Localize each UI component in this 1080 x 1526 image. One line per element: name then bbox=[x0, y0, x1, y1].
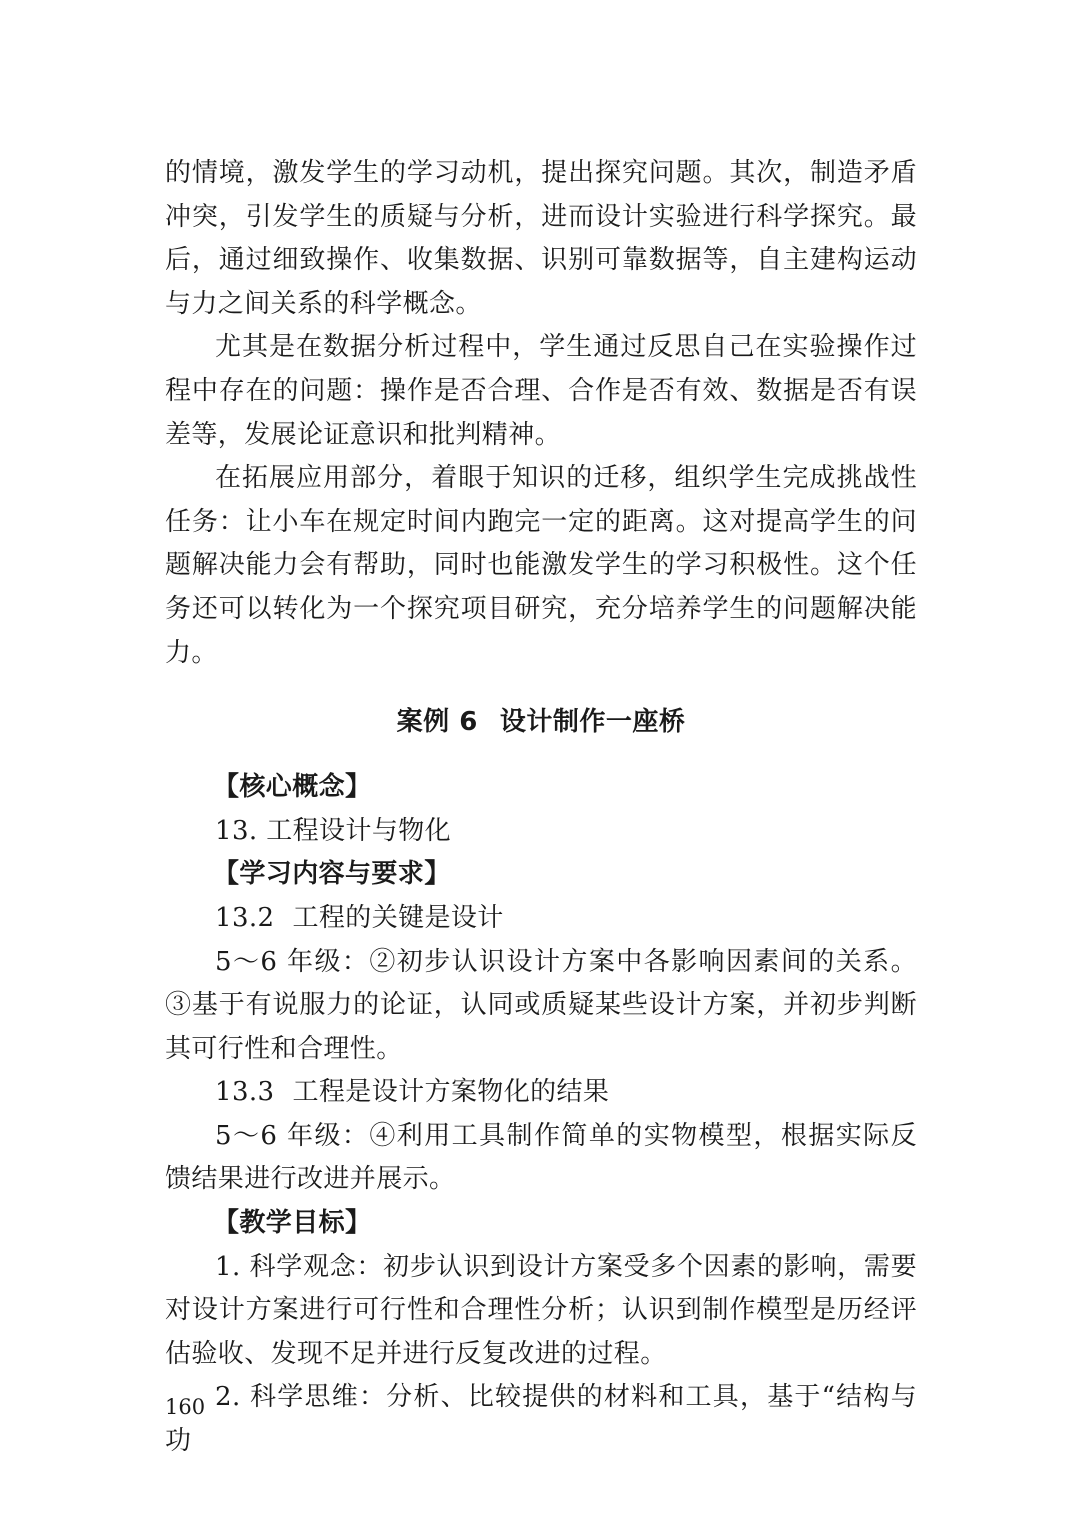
learning-item-13-3 bbox=[165, 1071, 917, 1115]
case-name: 设计制作一座桥 bbox=[499, 707, 686, 738]
learning-item-13-3-text: 工程是设计方案物化的结果 bbox=[292, 1077, 610, 1108]
objective-item-2: 2. 科学思维：分析、比较提供的材料和工具，基于“结构与功 bbox=[165, 1382, 917, 1457]
learning-item-13-3-grade: 5～6 年级：④利用工具制作简单的实物模型，根据实际反馈结果进行改进并展示。 bbox=[165, 1120, 917, 1195]
objectives-heading: 【教学目标】 bbox=[213, 1208, 372, 1239]
learning-item-13-2 bbox=[165, 897, 917, 941]
learning-item-13-2-text: 工程的关键是设计 bbox=[292, 902, 504, 933]
learning-item-13-3-code: 13.3 bbox=[215, 1077, 275, 1108]
page-number: 160 bbox=[165, 1395, 206, 1419]
case-title bbox=[165, 702, 917, 742]
case-number: 案例 6 bbox=[396, 707, 478, 738]
page-body bbox=[165, 152, 917, 1464]
learning-content-heading: 【学习内容与要求】 bbox=[213, 859, 451, 890]
paragraph-continuation: 的情境，激发学生的学习动机，提出探究问题。其次，制造矛盾冲突，引发学生的质疑与分析，进而设计实验进行科学探究。最后，通过细致操作、收集数据、识别可靠数据等，自主建构运动与力之间关系的科学概念。 bbox=[165, 158, 917, 319]
learning-item-13-2-grade: 5～6 年级：②初步认识设计方案中各影响因素间的关系。③基于有说服力的论证，认同或质疑某些设计方案，并初步判断其可行性和合理性。 bbox=[165, 946, 917, 1064]
objective-item-1: 1. 科学观念：初步认识到设计方案受多个因素的影响，需要对设计方案进行可行性和合理性分析；认识到制作模型是历经评估验收、发现不足并进行反复改进的过程。 bbox=[165, 1251, 917, 1369]
paragraph-data-analysis: 尤其是在数据分析过程中，学生通过反思自己在实验操作过程中存在的问题：操作是否合理、合作是否有效、数据是否有误差等，发展论证意识和批判精神。 bbox=[165, 332, 917, 450]
core-concept-item: 13. 工程设计与物化 bbox=[215, 815, 452, 846]
paragraph-extension: 在拓展应用部分，着眼于知识的迁移，组织学生完成挑战性任务：让小车在规定时间内跑完一定的距离。这对提高学生的问题解决能力会有帮助，同时也能激发学生的学习积极性。这个任务还可以转化为一个探究项目研究，充分培养学生的问题解决能力。 bbox=[165, 463, 917, 668]
core-concept-heading: 【核心概念】 bbox=[213, 772, 372, 803]
learning-item-13-2-code: 13.2 bbox=[215, 902, 275, 933]
